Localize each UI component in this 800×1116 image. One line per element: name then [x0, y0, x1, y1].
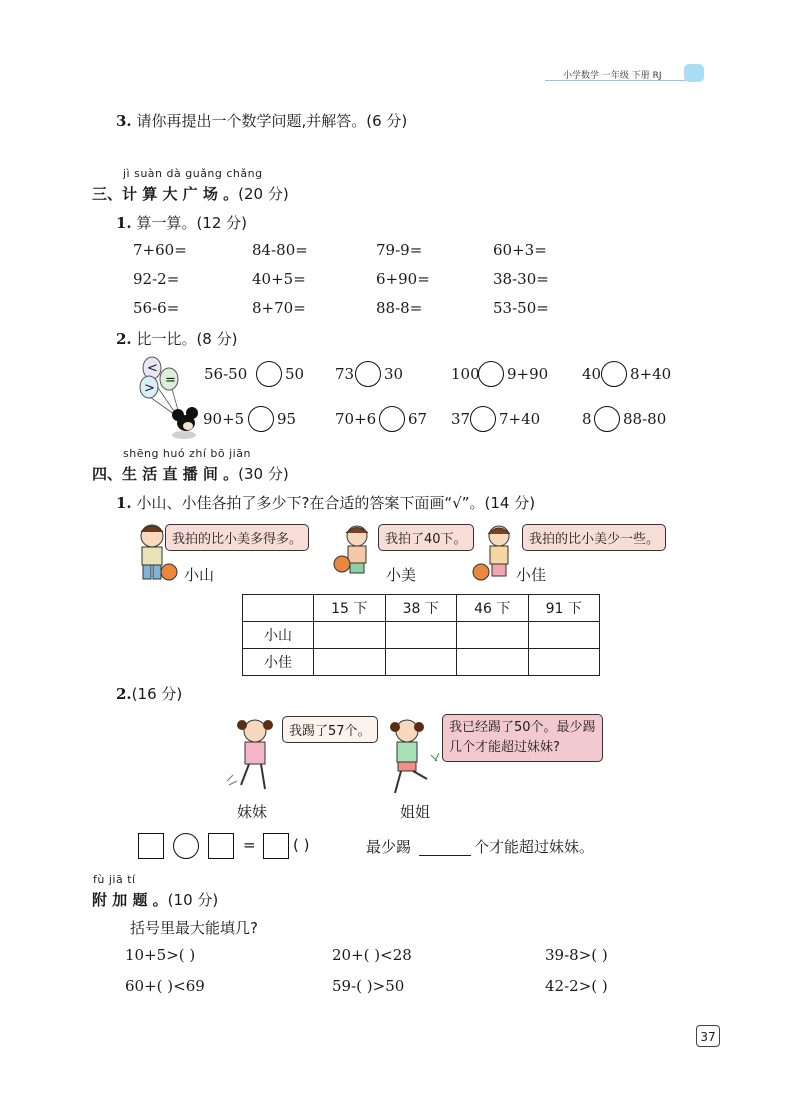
cmp2-3-circle[interactable]: [470, 406, 496, 432]
table-cell[interactable]: [528, 649, 600, 676]
calc-r2c4: 38-30=: [493, 270, 549, 288]
xiaomei-speech-bubble: 我拍了40下。: [378, 524, 474, 551]
table-cell[interactable]: [314, 649, 386, 676]
jiejie-speech-line2: 几个才能超过妹妹?: [449, 740, 560, 755]
calc-r1c1: 7+60=: [133, 241, 187, 259]
table-row: [243, 622, 600, 649]
meimei-speech-bubble: 我踢了57个。: [282, 716, 378, 743]
xiaoshan-speech-bubble: 我拍的比小美多得多。: [165, 524, 309, 551]
table-cell[interactable]: [457, 649, 529, 676]
calc-r3c2: 8+70=: [252, 299, 306, 317]
table-cell[interactable]: [385, 622, 457, 649]
calc-r2c2: 40+5=: [252, 270, 306, 288]
cmp1-4-left: 40: [582, 365, 602, 383]
balloon-equals: =: [165, 373, 176, 388]
equation-unit-paren[interactable]: ( ): [293, 836, 310, 854]
calc-r2c3: 6+90=: [376, 270, 430, 288]
calc-r3c3: 88-8=: [376, 299, 423, 317]
page-number: 37: [696, 1025, 720, 1047]
calc-r1c2: 84-80=: [252, 241, 308, 259]
table-cell[interactable]: [457, 622, 529, 649]
extra-title-text: 附 加 题 。: [92, 891, 168, 909]
table-cell[interactable]: [314, 622, 386, 649]
cmp2-1-right: 95: [277, 410, 297, 428]
calc-r2c1: 92-2=: [133, 270, 180, 288]
cmp2-4-left: 8: [582, 410, 592, 428]
sec4-q2: [116, 683, 182, 704]
cmp1-1-right: 50: [285, 365, 305, 383]
cmp1-4-circle[interactable]: [601, 361, 627, 387]
sec4-q1-text: 小山、小佳各拍了多少下?在合适的答案下面画“√”。(14 分): [136, 494, 536, 512]
answer-suffix: 个才能超过妹妹。: [474, 838, 595, 856]
header-text: 小学数学 一年级 下册 RJ: [563, 71, 662, 81]
cmp2-2-left: 70+6: [335, 410, 377, 428]
cmp2-2-right: 67: [408, 410, 428, 428]
cmp1-2-left: 73: [335, 365, 355, 383]
sec4-title-text: 四、生 活 直 播 间 。: [92, 465, 239, 483]
sec4-q1: [116, 492, 535, 513]
extra-r2c2: 59-( )>50: [332, 977, 405, 995]
calc-r1c4: 60+3=: [493, 241, 547, 259]
table-header-38: 38 下: [385, 595, 457, 622]
table-cell[interactable]: [528, 622, 600, 649]
cmp1-2-circle[interactable]: [355, 361, 381, 387]
table-header-15: 15 下: [314, 595, 386, 622]
table-header-91: 91 下: [528, 595, 600, 622]
jiejie-speech-line1: 我已经踢了50个。最少踢: [449, 720, 596, 735]
cmp2-1-left: 90+5: [203, 410, 245, 428]
extra-title: [92, 889, 218, 910]
sec3-score: (20 分): [238, 185, 289, 203]
sec4-q2-number: 2.: [116, 685, 132, 703]
sec3-pinyin: jì suàn dà guǎng chǎng: [123, 167, 263, 180]
balloon-greater-than: >: [144, 381, 155, 396]
answer-prefix: 最少踢: [366, 838, 412, 856]
meimei-name: 妹妹: [237, 803, 268, 821]
sec4-title: [92, 463, 289, 484]
table-header-row: [243, 595, 600, 622]
jiejie-name: 姐姐: [400, 803, 431, 821]
cmp1-3-left: 100: [451, 365, 480, 383]
q3: [116, 110, 407, 131]
q3-text: 请你再提出一个数学问题,并解答。(6 分): [136, 112, 408, 130]
sec4-q1-number: 1.: [116, 494, 132, 512]
sec4-pinyin: shēng huó zhí bō jiān: [123, 447, 251, 460]
cmp1-2-right: 30: [384, 365, 404, 383]
sec3-q2-number: 2.: [116, 330, 132, 348]
xiaojia-name: 小佳: [516, 566, 547, 584]
cmp1-1-left: 56-50: [204, 365, 248, 383]
cmp1-1-circle[interactable]: [256, 361, 282, 387]
table-row-label-xiaoshan: 小山: [243, 622, 314, 649]
equation-operator-circle[interactable]: [173, 833, 199, 859]
table-row-label-xiaojia: 小佳: [243, 649, 314, 676]
cmp2-4-circle[interactable]: [594, 406, 620, 432]
extra-r1c3: 39-8>( ): [545, 946, 608, 964]
cmp1-3-circle[interactable]: [478, 361, 504, 387]
extra-score: (10 分): [167, 891, 219, 909]
extra-prompt: 括号里最大能填几?: [130, 919, 258, 937]
sec3-q2: [116, 328, 237, 349]
table-header-46: 46 下: [457, 595, 529, 622]
cmp2-1-circle[interactable]: [248, 406, 274, 432]
extra-r2c3: 42-2>( ): [545, 977, 608, 995]
equation-box-result[interactable]: [263, 833, 289, 859]
sec4-q2-text: (16 分): [131, 685, 183, 703]
jiejie-speech-bubble: [442, 714, 603, 762]
calc-r3c4: 53-50=: [493, 299, 549, 317]
cmp2-2-circle[interactable]: [379, 406, 405, 432]
sec4-score: (30 分): [238, 465, 289, 483]
extra-r1c2: 20+( )<28: [332, 946, 412, 964]
xiaomei-name: 小美: [386, 566, 417, 584]
q3-number: 3.: [116, 112, 132, 130]
cmp1-3-right: 9+90: [507, 365, 549, 383]
answer-blank[interactable]: [419, 855, 471, 856]
calc-r1c3: 79-9=: [376, 241, 423, 259]
table-row: [243, 649, 600, 676]
sec3-q1: [116, 212, 247, 233]
cmp2-3-left: 37: [451, 410, 471, 428]
sec3-q2-text: 比一比。(8 分): [136, 330, 238, 348]
equation-box-1[interactable]: [138, 833, 164, 859]
extra-r1c1: 10+5>( ): [125, 946, 196, 964]
balloon-less-than: <: [147, 361, 158, 376]
sec3-title: [92, 183, 289, 204]
cmp1-4-right: 8+40: [630, 365, 672, 383]
xiaoshan-name: 小山: [184, 566, 215, 584]
extra-pinyin: fù jiā tí: [93, 873, 136, 886]
table-cell[interactable]: [385, 649, 457, 676]
sec3-title-text: 三、计 算 大 广 场 。: [92, 185, 239, 203]
sec3-q1-number: 1.: [116, 214, 132, 232]
equation-equals: =: [243, 836, 256, 854]
answer-table: [242, 594, 600, 676]
table-corner: [243, 595, 314, 622]
cmp2-3-right: 7+40: [499, 410, 541, 428]
extra-r2c1: 60+( )<69: [125, 977, 205, 995]
cmp2-4-right: 88-80: [623, 410, 667, 428]
bear-icon: [684, 64, 704, 82]
equation-box-2[interactable]: [208, 833, 234, 859]
xiaojia-speech-bubble: 我拍的比小美少一些。: [522, 524, 666, 551]
sec3-q1-text: 算一算。(12 分): [136, 214, 248, 232]
calc-r3c1: 56-6=: [133, 299, 180, 317]
